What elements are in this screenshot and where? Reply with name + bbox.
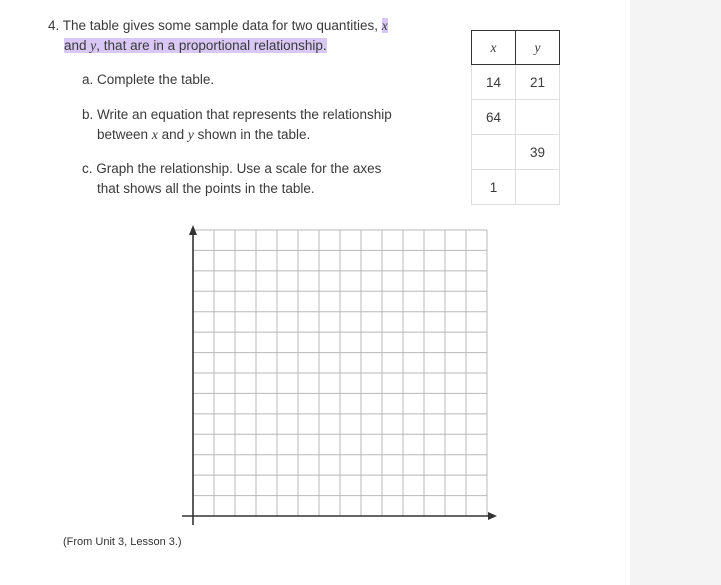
part-b-between: between	[97, 127, 149, 142]
table-row	[472, 170, 560, 205]
question-line-1	[48, 16, 423, 36]
part-b-after: shown in the table.	[197, 127, 311, 142]
part-c-line1: Graph the relationship. Use a scale for the axes	[96, 161, 382, 176]
part-a-label: a.	[82, 72, 94, 87]
part-c-label: c.	[82, 161, 93, 176]
coordinate-grid[interactable]	[178, 222, 498, 527]
table-row	[472, 135, 560, 170]
part-a-text: Complete the table.	[97, 72, 215, 87]
part-b-and: and	[161, 127, 185, 142]
part-b	[82, 105, 427, 145]
table-cell-y[interactable]	[516, 170, 560, 205]
table-cell-x[interactable]: 1	[472, 170, 516, 205]
variable-y: y	[90, 38, 97, 53]
table-header-y: y	[516, 31, 560, 65]
part-c-line2: that shows all the points in the table.	[97, 181, 315, 196]
question-line-2	[48, 36, 423, 56]
table-row	[472, 100, 560, 135]
question-stem	[48, 16, 423, 56]
part-c	[82, 159, 427, 199]
table-header-row	[472, 31, 560, 65]
part-a	[82, 70, 427, 90]
question-number: 4.	[48, 18, 60, 33]
table-cell-y[interactable]	[516, 100, 560, 135]
part-b-label: b.	[82, 107, 94, 122]
table-cell-y[interactable]: 39	[516, 135, 560, 170]
stem-end: , that are in a proportional relationship.	[96, 38, 327, 53]
table-cell-x[interactable]: 14	[472, 65, 516, 100]
table-cell-x[interactable]	[472, 135, 516, 170]
part-b-var-y: y	[187, 127, 194, 142]
source-note: (From Unit 3, Lesson 3.)	[63, 536, 182, 548]
table-cell-x[interactable]: 64	[472, 100, 516, 135]
question-stem-text: The table gives some sample data for two quantities,	[62, 18, 378, 33]
variable-x: x	[381, 18, 388, 33]
table-header-x: x	[472, 31, 516, 65]
table-row	[472, 65, 560, 100]
page-margin-shade	[630, 0, 721, 585]
part-b-line1: Write an equation that represents the relationship	[97, 107, 392, 122]
x-axis-arrow-icon	[488, 512, 497, 520]
stem-and: and	[64, 38, 87, 53]
part-b-var-x: x	[151, 127, 158, 142]
table-cell-y[interactable]: 21	[516, 65, 560, 100]
xy-table	[471, 30, 560, 205]
